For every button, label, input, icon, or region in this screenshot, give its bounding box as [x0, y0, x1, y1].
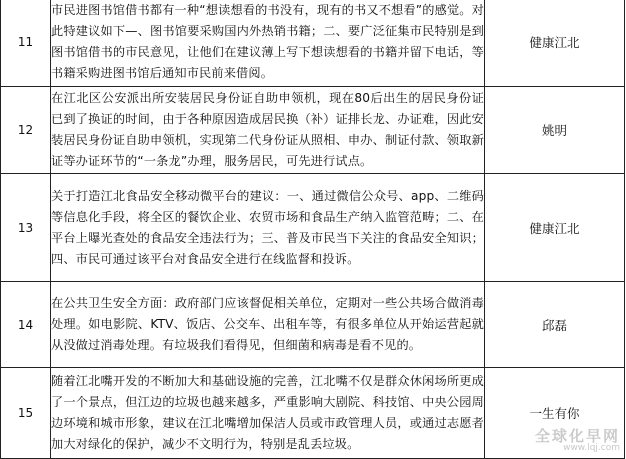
row-number: 12 [1, 87, 51, 174]
table-row [1, 87, 625, 174]
watermark-logo-text: 全球化早网 [534, 426, 620, 445]
table-row [1, 368, 625, 459]
suggestion-text: 在公共卫生安全方面：政府部门应该督促相关单位，定期对一些公共场合做消毒处理。如电影院、KTV、饭店、公交车、出租车等，有很多单位从开始运营起就从没做过消毒处理。有垃圾我们看得见，但细菌和病毒是看不见的。 [51, 282, 485, 368]
table-row [1, 174, 625, 282]
submitter-name: 邱磊 [485, 282, 625, 368]
suggestion-text: 在江北区公安派出所安装居民身份证自助申领机，现在80后出生的居民身份证已到了换证的时间，由于各种原因造成居民换（补）证排长龙、办证难，因此安装居民身份证自助申领机，实现第二代身份证从照相、申办、制证付款、领取新证等办证环节的“一条龙”办理，服务居民，可先进行试点。 [51, 87, 485, 174]
submitter-name: 一生有你 [485, 368, 625, 459]
suggestion-text: 随着江北嘴开发的不断加大和基础设施的完善，江北嘴不仅是群众休闲场所更成了一个景点，但江边的垃圾也越来越多，严重影响大剧院、科技馆、中央公园周边环境和城市形象，建议在江北嘴增加保洁人员或市政管理人员，或通过志愿者加大对绿化的保护，减少不文明行为，特别是乱丢垃圾。 [51, 368, 485, 459]
row-number: 14 [1, 282, 51, 368]
watermark-url: www.lqj.com [563, 443, 620, 454]
suggestion-text: 市民进图书馆借书都有一种“想读想看的书没有，现有的书又不想看”的感觉。对此特建议如下—、图书馆要采购国内外热销书籍；二、要广泛征集市民特别是到图书馆借书的市民意见，让他们在建议薄上写下想读想看的书籍并留下电话，等书籍采购进图书馆后通知市民前来借阅。 [51, 0, 485, 87]
submitter-name: 健康江北 [485, 174, 625, 282]
table-row [1, 0, 625, 87]
table-row [1, 282, 625, 368]
row-number: 13 [1, 174, 51, 282]
submitter-name: 姚明 [485, 87, 625, 174]
submitter-name: 健康江北 [485, 0, 625, 87]
suggestion-text: 关于打造江北食品安全移动微平台的建议：一、通过微信公众号、app、二维码等信息化手段，将全区的餐饮企业、农贸市场和食品生产纳入监管范畴；二、在平台上曝光查处的食品安全违法行为；三、普及市民当下关注的食品安全知识；四、市民可通过该平台对食品安全进行在线监督和投诉。 [51, 174, 485, 282]
row-number: 15 [1, 368, 51, 459]
row-number: 11 [1, 0, 51, 87]
